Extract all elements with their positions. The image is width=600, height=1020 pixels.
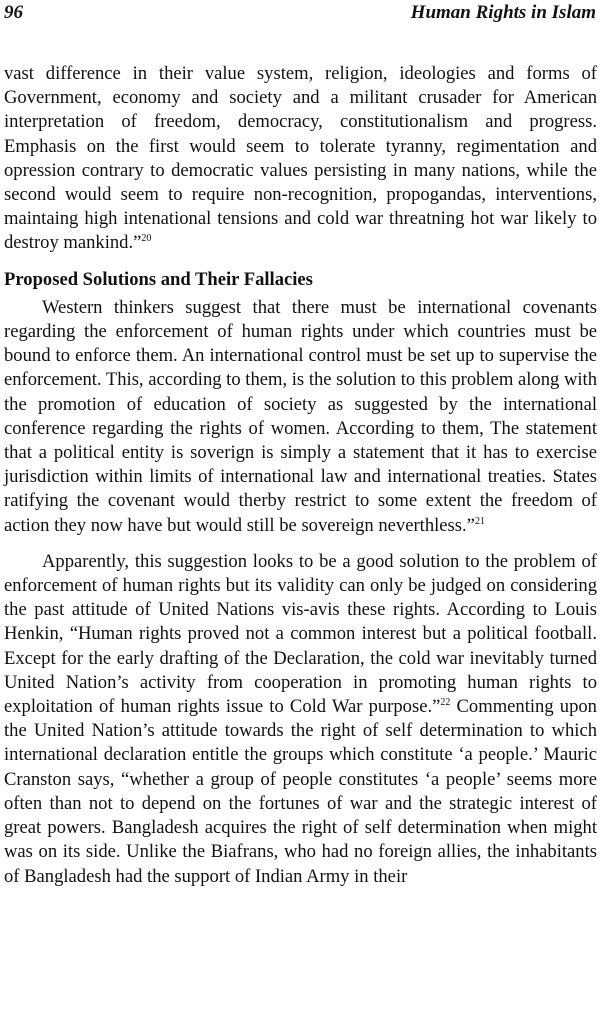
paragraph-continued (4, 62, 597, 256)
footnote-marker: 20 (141, 233, 152, 245)
running-title: Human Rights in Islam (410, 2, 596, 23)
page-number: 96 (4, 2, 23, 23)
paragraph-text-continued: Commenting upon the United Nation’s attitude towards the right of self determination to which international declaration entitle the groups which constitute ‘a people.’ Mauric Cranston says, “whether a group of people constitutes ‘a people’ seems more often than not to depend on the fortunes of war and the strategic interest of great powers. Bangladesh acquires the right of self determination when might was on its side. Unlike the Biafrans, who had no foreign allies, the inhabitants of Bangladesh had the support of Indian Army in their (4, 696, 597, 887)
footnote-marker: 22 (440, 697, 451, 709)
paragraph-text: Apparently, this suggestion looks to be a good solution to the problem of enforcement of human rights but its validity can only be judged on considering the past attitude of United Nations vis-avis these rights. According to Louis Henkin, “Human rights proved not a common interest but a political football. Except for the early drafting of the Declaration, the cold war inevitably turned United Nation’s activity from cooperation in promoting human rights to exploitation of human rights issue to Cold War purpose.” (4, 550, 597, 718)
page-header (4, 2, 596, 28)
paragraph-text: vast difference in their value system, religion, ideologies and forms of Government, economy and society and a militant crusader for American interpretation of freedom, democracy, constitutionalism and progress. Emphasis on the first would seem to tolerate tyranny, regimentation and opression contrary to democratic values persisting in many nations, while the second would seem to require non-recognition, propogandas, interventions, maintaing high intenational tensions and cold war threatning hot war likely to destroy mankind.” (4, 63, 597, 254)
paragraph-text: Western thinkers suggest that there must be international covenants regarding the enforcement of human rights under which countries must be bound to enforce them. An international control must be set up to supervise the enforcement. This, according to them, is the solution to this problem along with the promotion of education of society as suggested by the international conference regarding the rights of women. According to them, The statement that a political entity is soverign is simply a statement that it has to exercise jurisdiction within limits of international law and international treaties. States ratifying the covenant would therby restrict to some extent the freedom of action they now have but would still be sovereign neverthless.” (4, 296, 598, 536)
section-heading: Proposed Solutions and Their Fallacies (4, 268, 313, 290)
paragraph (4, 550, 597, 889)
paragraph (4, 296, 597, 538)
body-text (4, 62, 597, 889)
footnote-marker: 21 (474, 515, 485, 527)
